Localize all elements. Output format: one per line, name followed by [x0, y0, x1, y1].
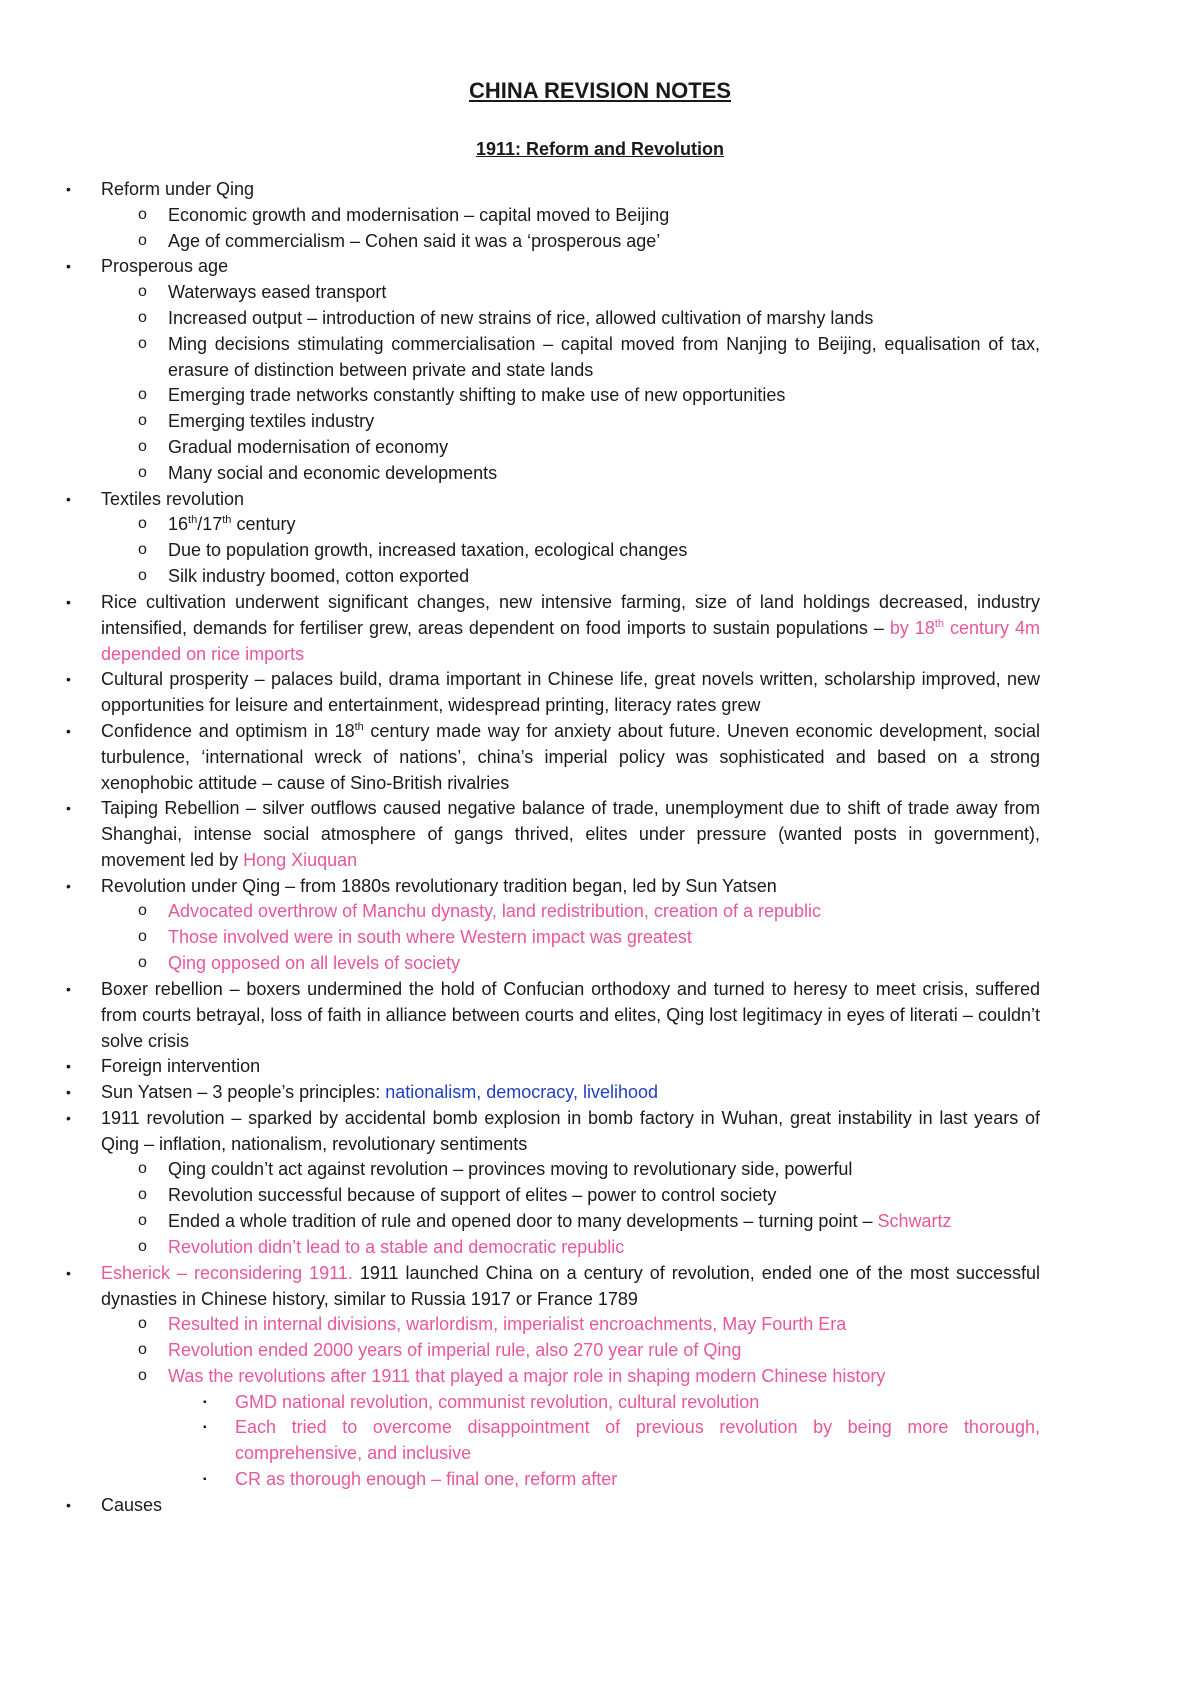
text-segment: Increased output – introduction of new strains of rice, allowed cultivation of marshy lands	[168, 308, 874, 328]
text-segment: Many social and economic developments	[168, 462, 498, 483]
bullet-text	[235, 1466, 1040, 1492]
bullet-text	[101, 976, 1040, 1054]
text-segment: Taiping Rebellion – silver outflows caused negative balance of trade, unemployment due to shift of trade away from Shanghai, intense social atmosphere of gangs thrived, elites under pressure (wanted posts in government), movement led by	[101, 798, 1040, 871]
bullet-text	[168, 1363, 1040, 1389]
bullet-text	[168, 408, 1040, 434]
sub-sub-bullet-item	[203, 1466, 1040, 1492]
section-heading: 1911: Reform and Revolution	[475, 139, 725, 159]
pink-highlight-text: Those involved were in south where Western impact was greatest	[168, 927, 692, 948]
bullet-text	[101, 589, 1040, 667]
blue-highlight-text: nationalism, democracy, livelihood	[385, 1082, 658, 1102]
text-segment: Silk industry boomed, cotton exported	[168, 566, 470, 586]
bullet-text	[235, 1389, 1040, 1415]
circle-bullet-icon: o	[138, 231, 147, 249]
pink-highlight-text: Each tried to overcome disappointment of previous revolution by being more thorough, comprehensive, and inclusive	[235, 1417, 1040, 1464]
text-segment: Gradual modernisation of economy	[168, 437, 449, 457]
sub-bullet-item	[138, 1156, 1040, 1182]
circle-bullet-icon: o	[138, 541, 147, 559]
bullet-text	[101, 1079, 1040, 1105]
bullet-icon: •	[66, 490, 71, 507]
sub-bullet-item	[138, 1337, 1040, 1363]
circle-bullet-icon: o	[138, 928, 147, 946]
bullet-item	[66, 589, 1040, 667]
bullet-text	[168, 898, 1040, 924]
sub-bullet-item	[138, 563, 1040, 589]
circle-bullet-icon: o	[138, 1212, 147, 1229]
text-segment: Reform under Qing	[101, 179, 255, 199]
bullet-item	[66, 486, 1040, 512]
text-segment: century made way for anxiety about future. Uneven economic development, social turbulence, ‘international wreck of nations’, china’s imperial policy was sophisticated and based on a strong xenophobic attitude – cause of Sino-British rivalries	[101, 720, 1040, 793]
bullet-item	[66, 795, 1040, 873]
sub-bullet-item	[138, 1182, 1040, 1208]
bullet-text	[168, 1182, 1040, 1208]
bullet-text	[168, 382, 1040, 408]
pink-highlight-text: Advocated overthrow of Manchu dynasty, land redistribution, creation of a republic	[168, 901, 822, 922]
circle-bullet-icon: o	[138, 1366, 147, 1384]
bullet-text	[168, 305, 1040, 331]
bullet-item	[66, 253, 1040, 279]
sub-bullet-item	[138, 382, 1040, 408]
sub-bullet-item	[138, 924, 1040, 950]
page-title: CHINA REVISION NOTES	[469, 78, 731, 103]
sub-bullet-item	[138, 408, 1040, 434]
sub-bullet-item	[138, 898, 1040, 924]
bullet-text	[168, 950, 1040, 976]
sub-bullet-item	[138, 434, 1040, 460]
sub-sub-bullet-item	[203, 1389, 1040, 1415]
sub-bullet-item	[138, 460, 1040, 486]
square-bullet-icon: ▪	[203, 1422, 207, 1434]
circle-bullet-icon: o	[138, 386, 147, 404]
pink-highlight-text: century 4m depended on rice imports	[101, 617, 1040, 664]
text-segment: Textiles revolution	[101, 488, 245, 509]
bullet-text	[101, 666, 1040, 718]
bullet-item	[66, 1105, 1040, 1157]
bullet-text	[168, 563, 1040, 589]
pink-highlight-text: Resulted in internal divisions, warlordism, imperialist encroachments, May Fourth Era	[168, 1314, 847, 1335]
bullet-icon: •	[66, 722, 71, 739]
sub-bullet-item	[138, 1208, 1040, 1234]
bullet-text	[168, 1234, 1040, 1260]
pink-highlight-text: GMD national revolution, communist revolution, cultural revolution	[235, 1391, 760, 1412]
bullet-text	[168, 1208, 1040, 1234]
bullet-item	[66, 1492, 1040, 1518]
bullet-item	[66, 718, 1040, 796]
sub-bullet-item	[138, 228, 1040, 254]
bullet-text	[101, 873, 1040, 899]
bullet-text	[101, 718, 1040, 796]
bullet-icon: •	[66, 1084, 71, 1100]
text-segment: /17	[197, 514, 223, 535]
bullet-icon: •	[66, 800, 71, 817]
bullet-icon: •	[66, 671, 71, 688]
text-segment: Revolution successful because of support of elites – power to control society	[168, 1185, 777, 1206]
text-segment: Revolution under Qing – from 1880s revolutionary tradition began, led by Sun Yatsen	[101, 875, 777, 896]
bullet-text	[168, 1156, 1040, 1182]
bullet-item	[66, 873, 1040, 899]
circle-bullet-icon: o	[138, 334, 147, 352]
circle-bullet-icon: o	[138, 902, 147, 920]
bullet-icon: •	[66, 980, 71, 997]
circle-bullet-icon: o	[138, 463, 147, 481]
bullet-text	[168, 331, 1040, 383]
text-segment: Foreign intervention	[101, 1056, 261, 1077]
text-segment: Emerging textiles industry	[168, 411, 375, 432]
bullet-text	[168, 537, 1040, 563]
pink-highlight-text: by 18	[889, 617, 935, 638]
text-segment: Causes	[101, 1494, 163, 1515]
bullet-text	[235, 1414, 1040, 1466]
pink-highlight-text: Revolution ended 2000 years of imperial rule, also 270 year rule of Qing	[168, 1340, 742, 1360]
sub-bullet-item	[138, 1234, 1040, 1260]
bullet-text	[168, 228, 1040, 254]
circle-bullet-icon: o	[138, 515, 147, 533]
bullet-icon: •	[66, 877, 71, 894]
pink-highlight-text: Revolution didn’t lead to a stable and democratic republic	[168, 1236, 625, 1257]
circle-bullet-icon: o	[138, 205, 147, 223]
circle-bullet-icon: o	[138, 567, 147, 584]
sub-bullet-item	[138, 1311, 1040, 1337]
bullet-icon: •	[66, 258, 71, 275]
pink-highlight-text: Esherick – reconsidering 1911.	[101, 1262, 353, 1283]
text-segment: th	[222, 514, 232, 527]
sub-bullet-item	[138, 305, 1040, 331]
text-segment: Confidence and optimism in 18	[101, 720, 355, 741]
bullet-text	[168, 1337, 1040, 1363]
bullet-icon: •	[66, 1496, 71, 1513]
sub-bullet-item	[138, 511, 1040, 537]
text-segment: 16	[168, 514, 189, 535]
sub-bullet-item	[138, 1363, 1040, 1389]
pink-highlight-text: th	[934, 617, 945, 630]
bullet-text	[101, 1492, 1040, 1518]
text-segment: th	[188, 514, 198, 527]
bullet-item	[66, 1053, 1040, 1079]
square-bullet-icon: ▪	[203, 1474, 207, 1485]
bullet-item	[66, 1079, 1040, 1105]
pink-highlight-text: Was the revolutions after 1911 that played a major role in shaping modern Chinese history	[168, 1365, 886, 1386]
bullet-text	[168, 202, 1040, 228]
sub-bullet-item	[138, 279, 1040, 305]
bullet-text	[101, 176, 1040, 202]
circle-bullet-icon: o	[138, 438, 147, 455]
circle-bullet-icon: o	[138, 1186, 147, 1204]
sub-sub-bullet-item	[203, 1414, 1040, 1466]
bullet-text	[101, 795, 1040, 873]
bullet-text	[101, 1053, 1040, 1079]
text-segment: Cultural prosperity – palaces build, drama important in Chinese life, great novels written, scholarship improved, new opportunities for leisure and entertainment, widespread printing, literacy rates grew	[101, 669, 1040, 716]
bullet-item	[66, 176, 1040, 202]
bullet-item	[66, 976, 1040, 1054]
pink-highlight-text: Hong Xiuquan	[243, 850, 358, 871]
text-segment: 1911 revolution – sparked by accidental bomb explosion in bomb factory in Wuhan, great instability in last years of Qing – inflation, nationalism, revolutionary sentiments	[101, 1107, 1040, 1154]
text-segment: Prosperous age	[101, 256, 229, 277]
bullet-icon: •	[66, 181, 71, 197]
pink-highlight-text: Qing opposed on all levels of society	[168, 953, 461, 973]
bullet-text	[168, 1311, 1040, 1337]
text-segment: Sun Yatsen – 3 people’s principles:	[101, 1082, 386, 1102]
bullet-text	[168, 460, 1040, 486]
circle-bullet-icon: o	[138, 954, 147, 971]
text-segment: Due to population growth, increased taxation, ecological changes	[168, 540, 688, 561]
sub-bullet-item	[138, 950, 1040, 976]
bullet-item	[66, 1260, 1040, 1312]
bullet-text	[168, 511, 1040, 537]
bullet-text	[168, 279, 1040, 305]
text-segment: Age of commercialism – Cohen said it was a ‘prosperous age’	[168, 230, 661, 251]
bullet-text	[101, 1260, 1040, 1312]
circle-bullet-icon: o	[138, 309, 147, 326]
circle-bullet-icon: o	[138, 1341, 147, 1358]
circle-bullet-icon: o	[138, 1315, 147, 1333]
bullet-icon: •	[66, 593, 71, 610]
sub-bullet-item	[138, 537, 1040, 563]
text-segment: Qing couldn’t act against revolution – provinces moving to revolutionary side, powerful	[168, 1159, 853, 1180]
text-segment: century	[231, 514, 296, 535]
text-segment: Rice cultivation underwent significant changes, new intensive farming, size of land holdings decreased, industry intensified, demands for fertiliser grew, areas dependent on food imports to sustain populations –	[101, 591, 1040, 638]
bullet-text	[101, 486, 1040, 512]
text-segment: Ming decisions stimulating commercialisation – capital moved from Nanjing to Beijing, equalisation of tax, erasure of distinction between private and state lands	[168, 333, 1040, 380]
bullet-icon: •	[66, 1109, 71, 1126]
bullet-icon: •	[66, 1264, 71, 1281]
text-segment: Emerging trade networks constantly shifting to make use of new opportunities	[168, 385, 786, 406]
text-segment: 1911 launched China on a century of revolution, ended one of the most successful dynasties in Chinese history, similar to Russia 1917 or France 1789	[101, 1262, 1040, 1309]
bullet-text	[101, 1105, 1040, 1157]
text-segment: Waterways eased transport	[168, 282, 387, 303]
circle-bullet-icon: o	[138, 1237, 147, 1255]
bullet-icon: •	[66, 1058, 71, 1075]
circle-bullet-icon: o	[138, 283, 147, 301]
sub-bullet-item	[138, 202, 1040, 228]
pink-highlight-text: Schwartz	[877, 1211, 952, 1231]
bullet-text	[168, 434, 1040, 460]
bullet-text	[168, 924, 1040, 950]
circle-bullet-icon: o	[138, 412, 147, 430]
pink-highlight-text: CR as thorough enough – final one, reform after	[235, 1469, 618, 1489]
text-segment: Boxer rebellion – boxers undermined the hold of Confucian orthodoxy and turned to heresy to meet crisis, suffered from courts betrayal, loss of faith in alliance between courts and elites, Qing lost legitimacy in eyes of literati – couldn’t solve crisis	[101, 978, 1040, 1051]
square-bullet-icon: ▪	[203, 1396, 207, 1408]
bullet-item	[66, 666, 1040, 718]
text-segment: Economic growth and modernisation – capital moved to Beijing	[168, 204, 670, 225]
text-segment: Ended a whole tradition of rule and opened door to many developments – turning point –	[168, 1211, 878, 1231]
text-segment: th	[354, 720, 364, 733]
bullet-text	[101, 253, 1040, 279]
circle-bullet-icon: o	[138, 1160, 147, 1178]
sub-bullet-item	[138, 331, 1040, 383]
